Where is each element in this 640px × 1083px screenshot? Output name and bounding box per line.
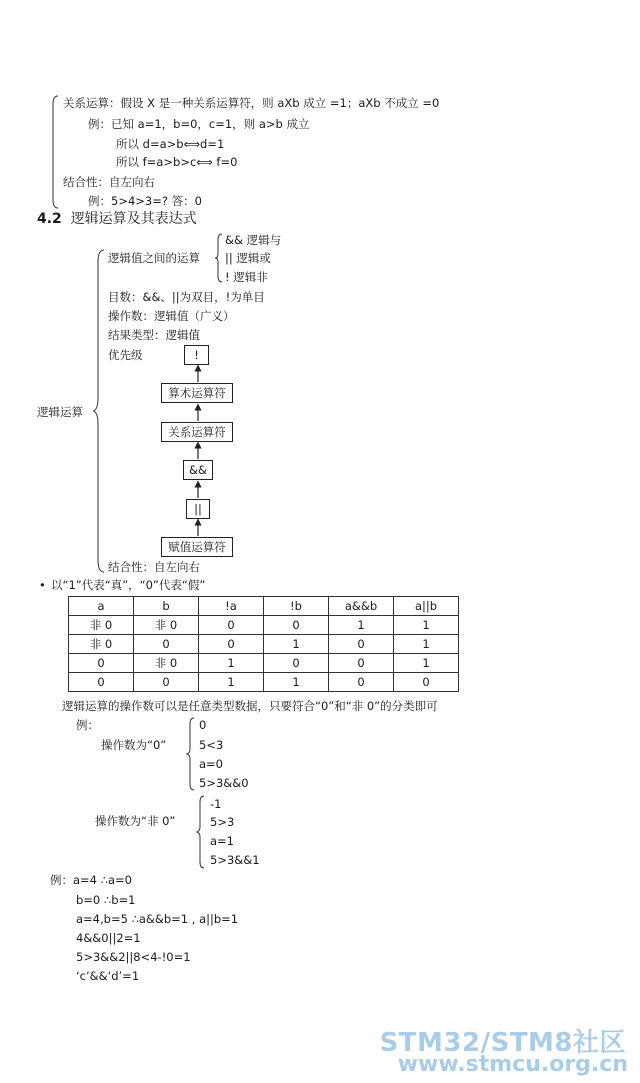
relational-result-f: 所以 f=a>b>c⟺ f=0 bbox=[116, 155, 238, 169]
table-cell: 0 bbox=[329, 673, 394, 692]
table-cell: 0 bbox=[69, 654, 134, 673]
logic-op-not: ! 逻辑非 bbox=[225, 270, 268, 284]
table-cell: 0 bbox=[69, 673, 134, 692]
table-cell: 0 bbox=[394, 673, 459, 692]
nonzero-item: 5>3&&1 bbox=[210, 853, 260, 867]
relational-bracket bbox=[50, 94, 60, 210]
logic-arity: 目数：&&、||为双目，!为单目 bbox=[108, 290, 265, 304]
table-cell: 1 bbox=[264, 673, 329, 692]
table-cell: 0 bbox=[134, 673, 199, 692]
priority-box-relational: 关系运算符 bbox=[161, 422, 233, 442]
relational-example-2: 例：5>4>3=? 答：0 bbox=[88, 194, 202, 208]
logic-root-label: 逻辑运算 bbox=[37, 405, 83, 419]
relational-result-d: 所以 d=a>b⟺d=1 bbox=[116, 137, 225, 151]
table-header-cell: a bbox=[69, 597, 134, 616]
table-cell: 1 bbox=[394, 635, 459, 654]
table-header-cell: !a bbox=[199, 597, 264, 616]
table-header-row bbox=[69, 597, 459, 616]
logic-operand: 操作数：逻辑值（广义） bbox=[108, 309, 235, 323]
table-cell: 非 0 bbox=[134, 616, 199, 635]
relational-definition: 关系运算：假设 X 是一种关系运算符，则 aXb 成立 =1；aXb 不成立 =0 bbox=[63, 96, 440, 110]
logic-brace bbox=[92, 248, 106, 574]
example-label: 例： bbox=[76, 718, 99, 732]
table-header-cell: a||b bbox=[394, 597, 459, 616]
logic-op-or: || 逻辑或 bbox=[225, 251, 271, 265]
logic-ops-label: 逻辑值之间的运算 bbox=[108, 251, 200, 265]
priority-label: 优先级 bbox=[108, 348, 143, 362]
nonzero-group-label: 操作数为“非 0” bbox=[95, 814, 176, 828]
table-header-cell: !b bbox=[264, 597, 329, 616]
table-cell: 非 0 bbox=[69, 616, 134, 635]
section-number: 4.2 bbox=[37, 211, 62, 227]
watermark-url: www.stmcu.org.cn bbox=[397, 1052, 628, 1077]
table-cell: 1 bbox=[394, 654, 459, 673]
section-heading bbox=[37, 212, 197, 226]
zero-item: a=0 bbox=[199, 757, 223, 771]
priority-box-assignment: 赋值运算符 bbox=[161, 537, 233, 557]
zero-item: 5>3&&0 bbox=[199, 776, 249, 790]
table-cell: 0 bbox=[199, 616, 264, 635]
nonzero-item: -1 bbox=[210, 797, 222, 811]
table-cell: 0 bbox=[329, 654, 394, 673]
priority-box-and: && bbox=[183, 460, 213, 480]
example-line: b=0 ∴b=1 bbox=[76, 893, 136, 907]
watermark-title: STM32/STM8社区 bbox=[379, 1028, 626, 1058]
relational-example: 例：已知 a=1，b=0，c=1，则 a>b 成立 bbox=[88, 117, 310, 131]
example-line: 5>3&&2||8<4-!0=1 bbox=[76, 950, 191, 964]
bullet-point: • bbox=[39, 578, 46, 592]
table-cell: 1 bbox=[329, 616, 394, 635]
priority-box-arithmetic: 算术运算符 bbox=[161, 383, 233, 403]
logic-ops-brace bbox=[214, 232, 224, 284]
example-line: 4&&0||2=1 bbox=[76, 931, 141, 945]
table-cell: 1 bbox=[199, 654, 264, 673]
nonzero-group-brace bbox=[196, 794, 206, 870]
zero-group-brace bbox=[186, 716, 196, 792]
table-cell: 1 bbox=[199, 673, 264, 692]
table-cell: 0 bbox=[134, 635, 199, 654]
logic-associativity: 结合性：自左向右 bbox=[108, 560, 200, 574]
table-row bbox=[69, 673, 459, 692]
truth-table bbox=[68, 596, 459, 692]
example-line: ‘c’&&‘d’=1 bbox=[76, 969, 140, 983]
table-cell: 非 0 bbox=[69, 635, 134, 654]
bullet-text: 以“1”代表“真”，“0”代表“假” bbox=[51, 578, 206, 592]
table-cell: 0 bbox=[264, 654, 329, 673]
table-cell: 0 bbox=[329, 635, 394, 654]
operand-note: 逻辑运算的操作数可以是任意类型数据，只要符合“0”和“非 0”的分类即可 bbox=[62, 699, 438, 713]
priority-arrows bbox=[190, 360, 206, 540]
section-title: 逻辑运算及其表达式 bbox=[70, 211, 197, 227]
logic-op-and: && 逻辑与 bbox=[225, 233, 282, 247]
zero-group-label: 操作数为“0” bbox=[101, 738, 167, 752]
zero-item: 0 bbox=[199, 718, 207, 732]
table-row bbox=[69, 635, 459, 654]
table-cell: 0 bbox=[264, 616, 329, 635]
table-header-cell: a&&b bbox=[329, 597, 394, 616]
nonzero-item: 5>3 bbox=[210, 815, 235, 829]
example-line: a=4,b=5 ∴a&&b=1 , a||b=1 bbox=[76, 912, 239, 926]
table-header-cell: b bbox=[134, 597, 199, 616]
table-cell: 1 bbox=[264, 635, 329, 654]
table-row bbox=[69, 616, 459, 635]
table-row bbox=[69, 654, 459, 673]
logic-result-type: 结果类型：逻辑值 bbox=[108, 328, 200, 342]
table-cell: 1 bbox=[394, 616, 459, 635]
example-line: 例：a=4 ∴a=0 bbox=[50, 873, 132, 887]
table-cell: 非 0 bbox=[134, 654, 199, 673]
zero-item: 5<3 bbox=[199, 738, 224, 752]
nonzero-item: a=1 bbox=[210, 834, 234, 848]
table-cell: 0 bbox=[199, 635, 264, 654]
relational-associativity: 结合性：自左向右 bbox=[63, 175, 155, 189]
priority-box-or: || bbox=[186, 499, 210, 519]
priority-box-not: ! bbox=[184, 345, 209, 365]
